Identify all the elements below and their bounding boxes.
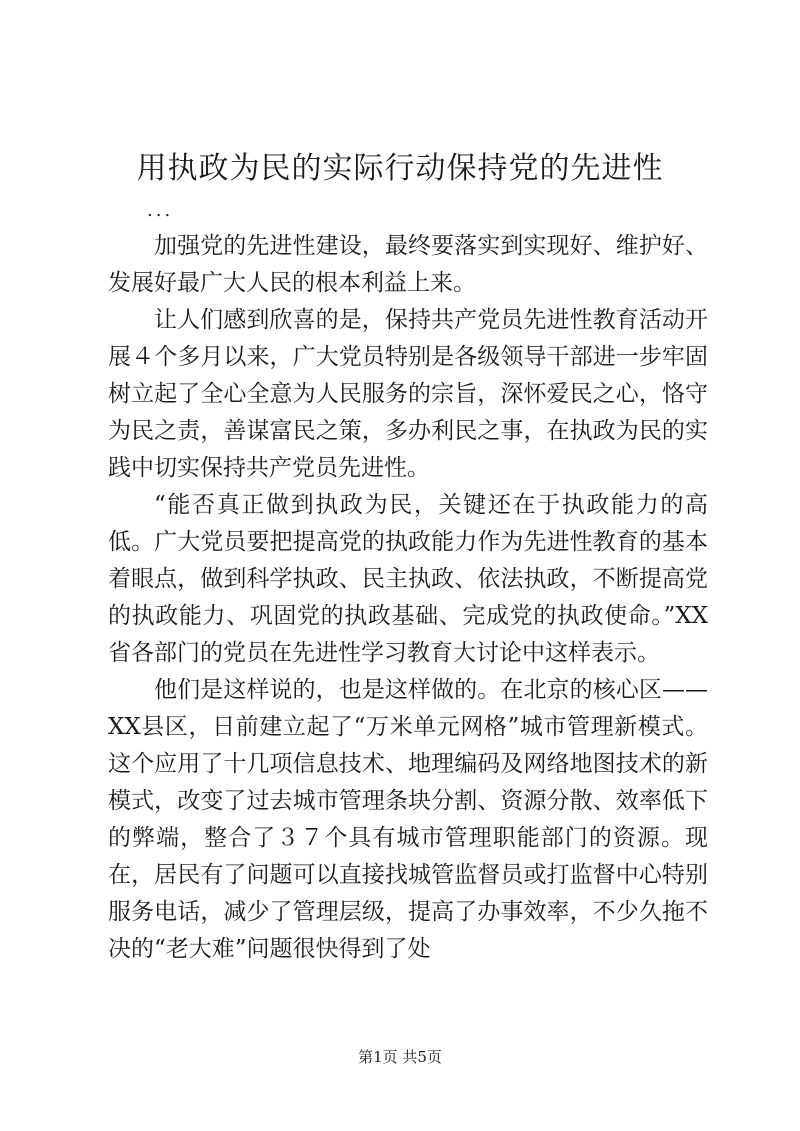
paragraph-1: 加强党的先进性建设，最终要落实到实现好、维护好、发展好最广大人民的根本利益上来。 xyxy=(108,233,708,296)
document-title: 用执政为民的实际行动保持党的先进性 xyxy=(136,151,664,186)
paragraph-4: 他们是这样说的，也是这样做的。在北京的核心区——XX县区，日前建立起了“万米单元网格”城市管理新模式。这个应用了十几项信息技术、地理编码及网络地图技术的新模式，改变了过去城市管理条块分割、资源分散、效率低下的弊端，整合了３７个具有城市管理职能部门的资源。现在，居民有了问题可以直接找城管监督员或打监督中心特别服务电话，减少了管理层级，提高了办事效率，不少久拖不决的“老大难”问题很快得到了处 xyxy=(108,677,708,962)
page-footer: 第1页 共5页 xyxy=(358,1048,442,1066)
paragraph-2: 让人们感到欣喜的是，保持共产党员先进性教育活动开展４个多月以来，广大党员特别是各级领导干部进一步牢固树立起了全心全意为人民服务的宗旨，深怀爱民之心，恪守为民之责，善谋富民之策，多办利民之事，在执政为民的实践中切实保持共产党员先进性。 xyxy=(108,307,708,481)
document-body xyxy=(108,228,708,968)
paragraph-3: “能否真正做到执政为民，关键还在于执政能力的高低。广大党员要把提高党的执政能力作为先进性教育的基本着眼点，做到科学执政、民主执政、依法执政，不断提高党的执政能力、巩固党的执政基础、完成党的执政使命。”XX省各部门的党员在先进性学习教育大讨论中这样表示。 xyxy=(108,492,708,666)
ellipsis-mark: ... xyxy=(147,200,174,221)
